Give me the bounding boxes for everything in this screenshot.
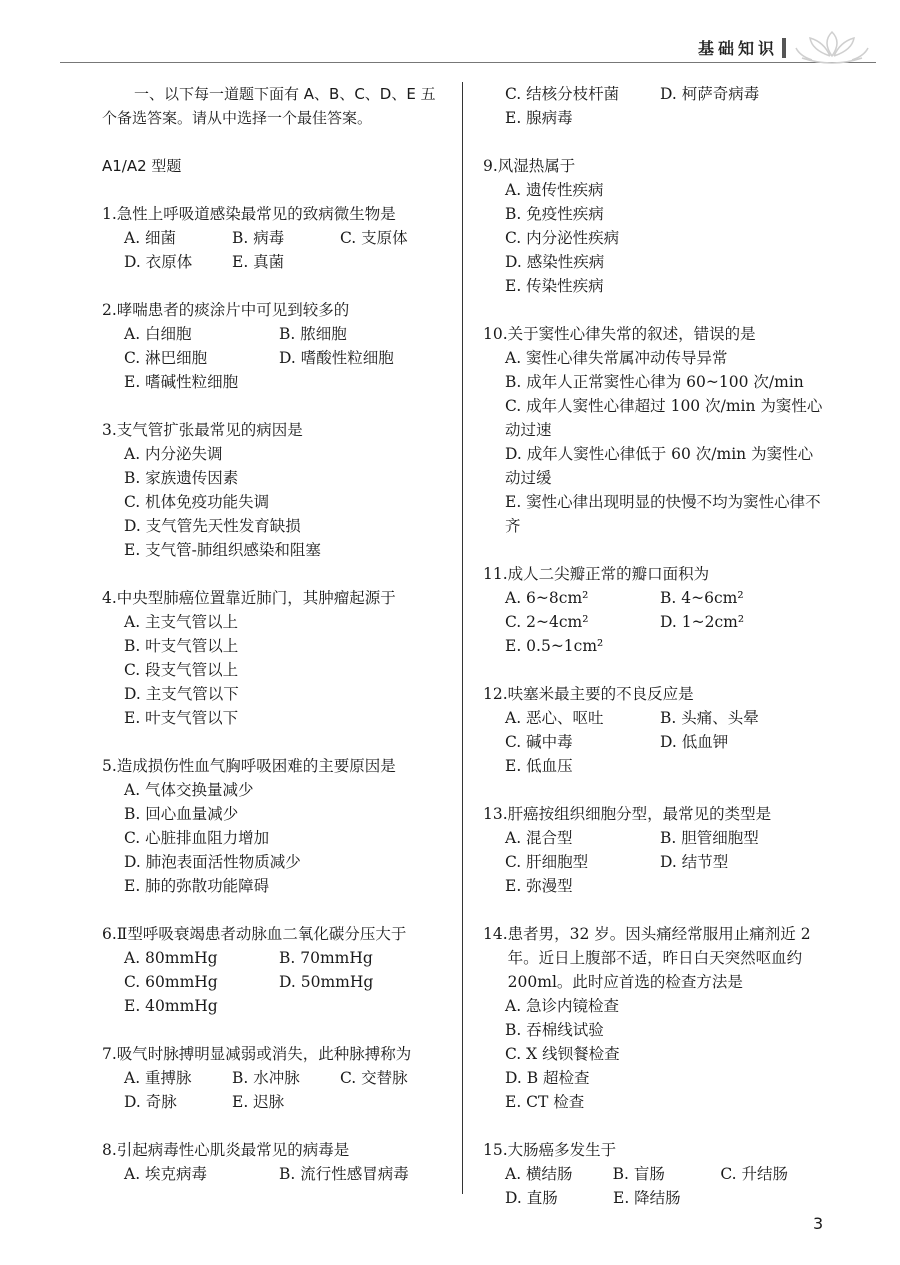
page-header [0,0,900,80]
header-bar [782,38,786,58]
question-stem [483,322,828,346]
question-text: 哮喘患者的痰涂片中可见到较多的 [116,301,350,319]
question-13 [483,802,828,898]
option-d: D. 结节型 [660,853,729,871]
question-number: 14. [483,925,508,943]
left-column [102,82,452,1210]
option-b: B. 胆管细胞型 [660,829,759,847]
option-a: A. 气体交换量减少 [124,781,254,799]
option-e: E. 传染性疾病 [505,277,604,295]
option-a: A. 内分泌失调 [124,445,223,463]
option-c: C. 内分泌性疾病 [505,229,620,247]
question-4 [102,586,452,730]
option-b: B. 吞棉线试验 [505,1021,604,1039]
option-e: E. 支气管-肺组织感染和阻塞 [124,541,321,559]
question-text: 关于窦性心律失常的叙述，错误的是 [507,325,756,343]
option-b: B. 病毒 [232,229,285,247]
question-1 [102,202,452,274]
header-title: 基础知识 [697,39,778,58]
question-11 [483,562,828,658]
option-e: E. CT 检查 [505,1093,585,1111]
option-e: E. 嗜碱性粒细胞 [124,373,239,391]
option-d: D. 柯萨奇病毒 [660,85,760,103]
option-a: A. 主支气管以上 [124,613,239,631]
option-b: B. 回心血量减少 [124,805,239,823]
question-5 [102,754,452,898]
option-c: C. 交替脉 [340,1069,408,1087]
option-a: A. 埃克病毒 [124,1165,208,1183]
option-a: A. 急诊内镜检查 [505,997,620,1015]
question-stem [102,1138,452,1162]
question-text: 支气管扩张最常见的病因是 [116,421,303,439]
options [124,946,452,1018]
option-e: E. 腺病毒 [505,109,573,127]
option-b: B. 叶支气管以上 [124,637,239,655]
option-d: D. 主支气管以下 [124,685,239,703]
option-b: B. 流行性感冒病毒 [279,1165,409,1183]
question-stem [483,562,828,586]
question-stem [483,1138,828,1162]
question-number: 11. [483,565,508,583]
question-text: 造成损伤性血气胸呼吸困难的主要原因是 [116,757,396,775]
option-b: B. 盲肠 [612,1165,665,1183]
option-b: B. 4~6cm² [660,589,744,607]
option-d: D. 支气管先天性发育缺损 [124,517,301,535]
option-d: D. 50mmHg [279,973,374,991]
question-stem [102,202,452,226]
option-e: E. 40mmHg [124,997,218,1015]
option-b: B. 头痛、头晕 [660,709,759,727]
options [124,1162,452,1186]
options [124,610,452,730]
question-stem [102,298,452,322]
option-e: E. 窦性心律出现明显的快慢不均为窦性心律不齐 [505,493,821,535]
question-number: 7. [102,1045,117,1063]
option-e: E. 降结肠 [613,1189,681,1207]
section-label: A1/A2 型题 [102,157,182,175]
header-rule [60,62,876,63]
option-d: D. 奇脉 [124,1093,177,1111]
question-9 [483,154,828,298]
page-number: 3 [813,1214,824,1233]
option-d: D. 嗜酸性粒细胞 [279,349,394,367]
option-b: B. 脓细胞 [279,325,347,343]
options [505,994,828,1114]
option-a: A. 混合型 [505,829,573,847]
question-text: 风湿热属于 [497,157,576,175]
question-text: 急性上呼吸道感染最常见的致病微生物是 [116,205,396,223]
instructions [102,82,452,130]
question-14 [483,922,828,1114]
question-number: 4. [102,589,117,607]
question-text: 大肠癌多发生于 [507,1141,617,1159]
option-c: C. 心脏排血阻力增加 [124,829,270,847]
option-c: C. 支原体 [340,229,408,247]
option-e: E. 弥漫型 [505,877,573,895]
question-number: 8. [102,1141,117,1159]
option-c: C. 结核分枝杆菌 [505,85,620,103]
option-c: C. 升结肠 [720,1165,789,1183]
option-e: E. 叶支气管以下 [124,709,239,727]
question-text: 引起病毒性心肌炎最常见的病毒是 [116,1141,350,1159]
options [505,706,828,778]
question-12 [483,682,828,778]
option-b: B. 70mmHg [279,949,373,967]
question-stem [102,922,452,946]
option-e: E. 肺的弥散功能障碍 [124,877,270,895]
question-number: 5. [102,757,117,775]
question-stem [102,418,452,442]
option-e: E. 真菌 [232,253,285,271]
option-c: C. 机体免疫功能失调 [124,493,270,511]
question-number: 15. [483,1141,508,1159]
right-column [483,82,828,1234]
question-number: 10. [483,325,508,343]
question-text: 中央型肺癌位置靠近肺门，其肿瘤起源于 [116,589,396,607]
question-number: 9. [483,157,498,175]
options [124,442,452,562]
question-text: 呋塞米最主要的不良反应是 [507,685,694,703]
options [124,322,452,394]
option-a: A. 横结肠 [505,1165,573,1183]
option-d: D. 直肠 [505,1189,558,1207]
option-e: E. 迟脉 [232,1093,285,1111]
option-a: A. 白细胞 [124,325,192,343]
options [124,226,452,274]
question-number: 1. [102,205,117,223]
question-8 [102,1138,452,1186]
column-divider [462,82,463,1194]
question-3 [102,418,452,562]
instructions-line-2: 个备选答案。请从中选择一个最佳答案。 [102,109,373,127]
option-b: B. 水冲脉 [232,1069,300,1087]
option-d: D. 成年人窦性心律低于 60 次/min 为窦性心动过缓 [505,445,814,487]
question-number: 6. [102,925,117,943]
option-a: A. 细菌 [124,229,177,247]
option-e: E. 低血压 [505,757,573,775]
question-2 [102,298,452,394]
question-text: Ⅱ型呼吸衰竭患者动脉血二氧化碳分压大于 [116,925,407,943]
question-number: 2. [102,301,117,319]
options [505,826,828,898]
question-number: 13. [483,805,508,823]
option-a: A. 窦性心律失常属冲动传导异常 [505,349,728,367]
option-c: C. 肝细胞型 [505,853,589,871]
option-c: C. 成年人窦性心律超过 100 次/min 为窦性心动过速 [505,397,823,439]
options [505,178,828,298]
option-c: C. 段支气管以上 [124,661,239,679]
options [124,1066,452,1114]
options [505,82,828,130]
question-number: 3. [102,421,117,439]
option-d: D. 肺泡表面活性物质减少 [124,853,301,871]
option-a: A. 6~8cm² [505,589,589,607]
option-a: A. 80mmHg [124,949,218,967]
question-number: 12. [483,685,508,703]
question-stem [483,682,828,706]
option-c: C. 淋巴细胞 [124,349,208,367]
question-15 [483,1138,828,1210]
option-d: D. B 超检查 [505,1069,590,1087]
question-6 [102,922,452,1018]
options [505,586,828,658]
lotus-logo-icon [792,28,872,68]
question-text: 肝癌按组织细胞分型，最常见的类型是 [507,805,772,823]
option-c: C. X 线钡餐检查 [505,1045,620,1063]
option-e: E. 0.5~1cm² [505,637,604,655]
question-7 [102,1042,452,1114]
instructions-line-1: 一、以下每一道题下面有 A、B、C、D、E 五 [134,85,436,103]
option-c: C. 60mmHg [124,973,218,991]
options [505,346,828,538]
question-stem [102,1042,452,1066]
options [124,778,452,898]
option-d: D. 1~2cm² [660,613,745,631]
option-c: C. 碱中毒 [505,733,573,751]
option-b: B. 免疫性疾病 [505,205,604,223]
question-10 [483,322,828,538]
question-stem [102,754,452,778]
option-d: D. 低血钾 [660,733,729,751]
option-b: B. 家族遗传因素 [124,469,239,487]
option-d: D. 感染性疾病 [505,253,605,271]
option-c: C. 2~4cm² [505,613,589,631]
question-8-continued [483,82,828,130]
question-stem [483,922,828,994]
question-stem [483,802,828,826]
question-text: 患者男，32 岁。因头痛经常服用止痛剂近 2 年。近日上腹部不适，昨日白天突然呕血约 200ml。此时应首选的检查方法是 [507,925,811,991]
option-a: A. 恶心、呕吐 [505,709,604,727]
option-d: D. 衣原体 [124,253,193,271]
options [505,1162,828,1210]
question-text: 吸气时脉搏明显减弱或消失，此种脉搏称为 [116,1045,412,1063]
option-b: B. 成年人正常窦性心律为 60~100 次/min [505,373,804,391]
question-stem [483,154,828,178]
option-a: A. 重搏脉 [124,1069,192,1087]
option-a: A. 遗传性疾病 [505,181,604,199]
question-text: 成人二尖瓣正常的瓣口面积为 [507,565,710,583]
question-stem [102,586,452,610]
